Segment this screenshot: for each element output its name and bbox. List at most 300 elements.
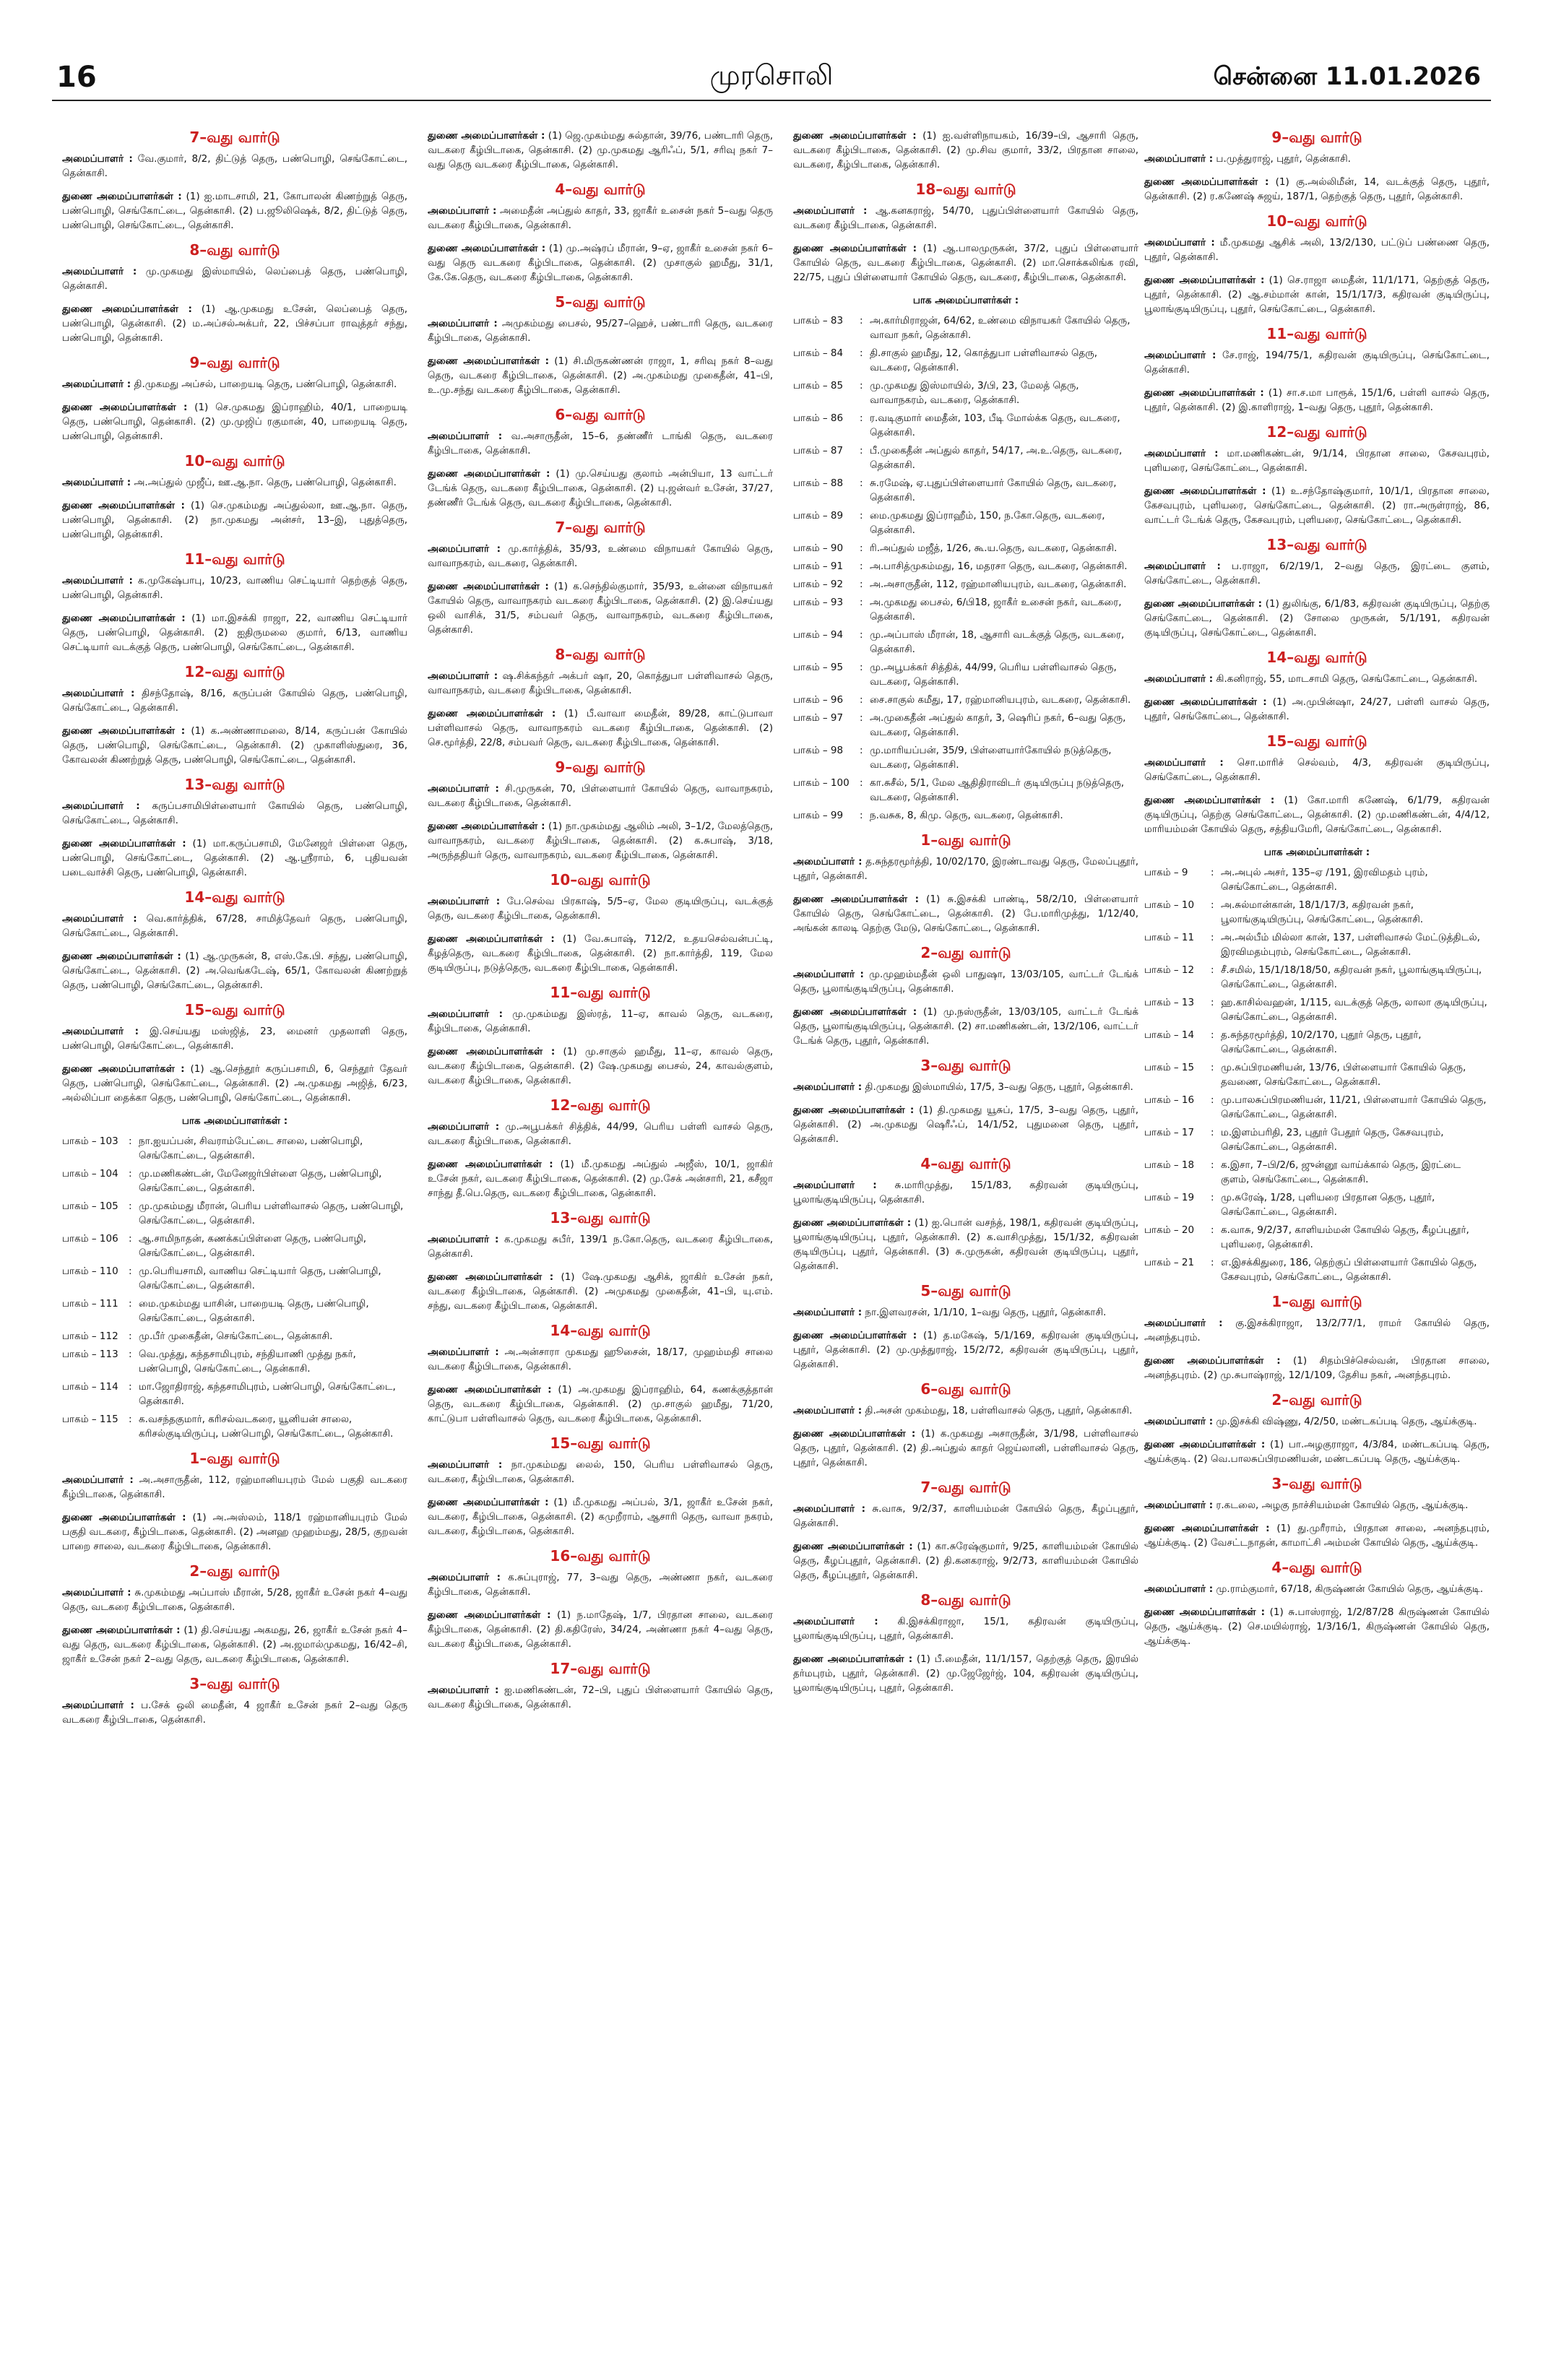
ward-heading: 15–வது வார்டு — [184, 1001, 285, 1018]
bagam-separator: : — [129, 1298, 132, 1310]
deputies-entry — [62, 836, 407, 880]
bagam-organizer: மா.ஜோதிராஜ், கந்தசாமிபுரம், பண்பொழி, செங்கோட்டை, தென்காசி. — [139, 1381, 396, 1407]
bagam-separator: : — [860, 810, 863, 821]
organizer-entry — [62, 152, 407, 181]
organizer-entry-label: அமைப்பாளர் : — [1144, 673, 1214, 685]
ward-heading: 6–வது வார்டு — [920, 1380, 1011, 1398]
deputies-entry-label: துணை அமைப்பாளர்கள் : — [62, 402, 188, 413]
deputies-entry-label: துணை அமைப்பாளர்கள் : — [62, 303, 192, 315]
organizer-entry-text: அமுகம்மது பைசல், 95/27–ஹெச், பண்டாரி தெரு, வடகரை கீழ்பிடாகை, தென்காசி. — [428, 318, 773, 344]
bagam-number: பாகம் – 83 — [793, 315, 844, 326]
ward-heading: 11–வது வார்டு — [550, 984, 651, 1001]
deputies-entry-text: (1) சிதம்பிச்செல்வன், பிரதான சாலை, அனந்தபுரம். (2) மு.சுபாஷ்ராஜ், 12/1/109, தேசிய நகர், அனந்தபுரம். — [1144, 1355, 1490, 1381]
organizer-entry — [1144, 1582, 1490, 1596]
bagam-organizer: அ.முகமது பைசல், 6/பி18, ஜாகீர் உசைன் நகர், வடகரை, தென்காசி. — [870, 597, 1122, 623]
organizer-entry — [62, 1473, 407, 1502]
deputies-entry-label: துணை அமைப்பாளர்கள் : — [793, 1217, 912, 1229]
bagam-number: பாகம் – 100 — [793, 777, 850, 789]
bagam-separator: : — [1211, 1029, 1214, 1041]
bagam-separator: : — [860, 445, 863, 456]
deputies-entry-text: (1) அ.அஸ்லம், 118/1 ரஹ்மானியபுரம் மேல் பகுதி வடகரை, கீழ்பிடாகை, தென்காசி. (2) அனஹ முஹம்மது, 28/5, குறவன் பாறை சாலை, வடகரை கீழ்பிடாகை, தென்காசி. — [62, 1512, 407, 1552]
ward-heading: 3–வது வார்டு — [189, 1675, 280, 1692]
deputies-entry-label: துணை அமைப்பாளர்கள் : — [428, 1609, 551, 1621]
organizer-entry-label: அமைப்பாளர் : — [62, 1700, 134, 1711]
bagam-organizer: சு.ரமேஷ், ஏ.புதுப்பிள்ளையார் கோயில் தெரு, வடகரை, தென்காசி. — [870, 477, 1117, 503]
deputies-entry — [1144, 273, 1490, 316]
bagam-number: பாகம் – 13 — [1144, 997, 1195, 1008]
bagam-number: பாகம் – 112 — [62, 1330, 118, 1342]
bagam-row — [62, 1412, 407, 1441]
bagam-organizer: ஆ.சாமிநாதன், கணக்கப்பிள்ளை தெரு, பண்பொழி, செங்கோட்டை, தென்காசி. — [139, 1233, 367, 1259]
bagam-row — [793, 595, 1138, 624]
organizer-entry-label: அமைப்பாளர் : — [793, 1503, 866, 1515]
organizer-entry-label: அமைப்பாளர் : — [428, 543, 501, 555]
bagam-number: பாகம் – 113 — [62, 1349, 118, 1360]
organizer-entry — [1144, 152, 1490, 166]
deputies-entry-text: (1) மீ.முகமது அப்பல், 3/1, ஜாகீர் உசேன் நகர், வடகரை, கீழ்பிடாகை, தென்காசி. (2) கமுறீராம், ஆசாரி தெரு, வாவா நகரம், வடகரை, கீழ்பிடாகை, தென்காசி. — [428, 1497, 773, 1537]
ward-heading: 14–வது வார்டு — [184, 888, 285, 906]
deputies-entry-label: துணை அமைப்பாளர்கள் : — [793, 130, 917, 142]
bagam-number: பாகம் – 84 — [793, 347, 844, 359]
organizer-entry — [62, 1698, 407, 1727]
bagam-separator: : — [860, 777, 863, 789]
bagam-number: பாகம் – 96 — [793, 694, 844, 706]
deputies-entry-text: (1) க.அண்ணாமலை, 8/14, கருப்பன் கோயில் தெரு, பண்பொழி, செங்கோட்டை, தென்காசி. (2) முகாளிஸ்துரை, 36, கோவலன் கிணற்றுத் தெரு, பண்பொழி, செங்கோட்டை, தென்காசி. — [62, 725, 407, 766]
ward-heading: 8–வது வார்டு — [555, 646, 646, 663]
bagam-separator: : — [129, 1414, 132, 1425]
organizer-entry-text: ப.ராஜா, 6/2/19/1, 2–வது தெரு, இரட்டை குளம், செங்கோட்டை, தென்காசி. — [1144, 561, 1490, 587]
bagam-row — [62, 1167, 407, 1195]
ward-heading: 9–வது வார்டு — [189, 354, 280, 371]
organizer-entry-text: கருப்பசாமிபிள்ளையார் கோயில் தெரு, பண்பொழி, செங்கோட்டை, தென்காசி. — [62, 800, 407, 826]
bagam-separator: : — [1211, 899, 1214, 911]
deputies-entry-text: (1) மீ.முகமது அப்துல் அஜீஸ், 10/1, ஜாகிர் உசேன் நகர், வடகரை கீழ்பிடாகை, தென்காசி. (2) மு.சேக் அன்சாரி, 21, கசீஜா சாந்து தீ.பெ.தெரு, வடகரை கீழ்பிடாகை, தென்காசி. — [428, 1159, 773, 1199]
bagam-separator: : — [129, 1200, 132, 1212]
organizer-entry-text: வ.அசாருதீன், 15–6, தண்ணீர் டாங்கி தெரு, வடகரை கீழ்பிடாகை, தென்காசி. — [428, 430, 773, 456]
bagam-number: பாகம் – 85 — [793, 380, 844, 391]
deputies-entry-text: (1) அ.முகமது இப்ராஹிம், 64, கணக்குத்தான் தெரு, வடகரை கீழ்பிடாகை, தென்காசி. (2) மு.சாகுல் ஹமீது, 71/20, காட்டுபா பள்ளிவாசல் தெரு, வடகரை கீழ்பிடாகை, தென்காசி. — [428, 1384, 773, 1424]
ward-heading: 2–வது வார்டு — [189, 1562, 280, 1580]
deputies-entry-text: (1) த.மகேஷ், 5/1/169, கதிரவன் குடியிருப்பு, புதூர், தென்காசி. (2) மு.முத்துராஜ், 15/2/72, கதிரவன் குடியிருப்பு, புதூர், தென்காசி. — [793, 1330, 1138, 1370]
deputies-entry-label: துணை அமைப்பாளர்கள் : — [793, 1428, 916, 1440]
bagam-separator: : — [129, 1233, 132, 1245]
deputies-entry-label: துணை அமைப்பாளர்கள் : — [62, 613, 186, 624]
column-3 — [793, 129, 1138, 2351]
deputies-entry-label: துணை அமைப்பாளர்கள் : — [62, 1512, 186, 1523]
deputies-entry — [62, 302, 407, 345]
bagam-separator: : — [129, 1135, 132, 1147]
deputies-entry — [428, 1270, 773, 1313]
bagam-organizer: எ.இசக்கிதுரை, 186, தெற்குப் பிள்ளையார் கோயில் தெரு, கேசவபுரம், செங்கோட்டை, தென்காசி. — [1221, 1257, 1477, 1283]
ward-heading: 12–வது வார்டு — [184, 663, 285, 680]
bagam-number: பாகம் – 19 — [1144, 1192, 1195, 1203]
organizer-entry-label: அமைப்பாளர் : — [428, 1121, 500, 1133]
bagam-row — [793, 577, 1138, 592]
bagam-separator: : — [860, 347, 863, 359]
bagam-row — [793, 660, 1138, 689]
bagam-row — [1144, 1223, 1490, 1252]
organizer-entry-label: அமைப்பாளர் : — [793, 1307, 863, 1318]
organizer-entry-label: அமைப்பாளர் : — [428, 896, 501, 907]
bagam-organizer: சீ.சமில், 15/1/18/18/50, கதிரவன் நகர், பூலாங்குடியிருப்பு, செங்கோட்டை, தென்காசி. — [1221, 964, 1482, 990]
organizer-entry-text: ர.கடலை, அழகு நாச்சியம்மன் கோயில் தெரு, ஆய்க்குடி. — [1213, 1500, 1469, 1511]
organizer-entry — [428, 542, 773, 571]
bagam-row — [62, 1380, 407, 1408]
deputies-entry-text: (1) துலிங்கு, 6/1/83, கதிரவன் குடியிருப்பு, தெற்கு செங்கோட்டை, தென்காசி. (2) சோலை முருகன், 5/1/191, கதிரவன் குடியிருப்பு, செங்கோட்டை, தென்காசி. — [1144, 598, 1490, 639]
deputies-entry — [428, 932, 773, 975]
bagam-row — [1144, 1093, 1490, 1122]
organizer-entry — [793, 967, 1138, 996]
deputies-entry-text: (1) பீ.மைதீன், 11/1/157, தெற்குத் தெரு, இரயில் தர்மபுரம், புதூர், தென்காசி. (2) மு.ஜேஜேர்ஜ், 104, கதிரவன் குடியிருப்பு, பூலாங்குடியிருப்பு, புதூர், தென்காசி. — [793, 1653, 1138, 1694]
organizer-entry — [1144, 756, 1490, 784]
organizer-entry-text: க.சுப்புராஜ், 77, 3–வது தெரு, அண்ணா நகர், வடகரை கீழ்பிடாகை, தென்காசி. — [428, 1572, 773, 1598]
deputies-entry-label: துணை அமைப்பாளர்கள் : — [62, 725, 186, 737]
organizer-entry-text: தி.முகமது அப்சல், பாறையடி தெரு, பண்பொழி, தென்காசி. — [131, 378, 397, 390]
ward-heading: 14–வது வார்டு — [1266, 649, 1367, 666]
bagam-separator: : — [860, 477, 863, 489]
bagam-number: பாகம் – 94 — [793, 629, 844, 641]
deputies-entry-text: (1) ஆ.செந்தூர் கருப்பசாமி, 6, செந்தூர் தேவர் தெரு, பண்பொழி, செங்கோட்டை, தென்காசி. (2) அ.முகமது அஜித், 6/23, அல்லிப்பா தைக்கா தெரு, பண்பொழி, செங்கோட்டை, தென்காசி. — [62, 1063, 407, 1104]
deputies-entry — [793, 241, 1138, 285]
organizer-entry-text: சு.வாசு, 9/2/37, காளியம்மன் கோயில் தெரு, கீழப்புதூர், தென்காசி. — [793, 1503, 1138, 1529]
column-2 — [428, 129, 773, 2351]
deputies-entry-label: துணை அமைப்பாளர்கள் : — [428, 1384, 552, 1395]
bagam-separator: : — [860, 597, 863, 608]
bagam-row — [793, 743, 1138, 772]
organizer-entry-label: அமைப்பாளர் : — [1144, 153, 1214, 165]
deputies-entry-label: துணை அமைப்பாளர்கள் : — [428, 581, 549, 592]
organizer-entry-label: அமைப்பாளர் : — [62, 153, 133, 165]
organizer-entry-text: த.சுந்தரமூர்த்தி, 10/02/170, இரண்டாவது தெரு, மேலப்புதூர், புதூர், தென்காசி. — [793, 856, 1138, 882]
ward-heading: 2–வது வார்டு — [1271, 1391, 1362, 1408]
bagam-row — [1144, 963, 1490, 992]
bagam-row — [793, 559, 1138, 574]
organizer-entry-label: அமைப்பாளர் : — [1144, 1583, 1214, 1595]
deputies-entry-text: (1) செ.ராஜா மைதீன், 11/1/171, தெற்குத் தெரு, புதூர், தென்காசி. (2) ஆ.சம்மான் கான், 15/1/17/3, கதிரவன் குடியிருப்பு, பூலாங்குடியிருப்பு, புதூர், செங்கோட்டை, தென்காசி. — [1144, 274, 1490, 315]
organizer-entry — [1144, 235, 1490, 264]
organizer-entry-text: நா.முகம்மது லைல், 150, பெரிய பள்ளிவாசல் தெரு, வடகரை, கீழ்பிடாகை, தென்காசி. — [428, 1459, 773, 1485]
bagam-row — [793, 693, 1138, 707]
deputies-entry-text: (1) ஜெ.முகம்மது சுல்தான், 39/76, பண்டாரி தெரு, வடகரை கீழ்பிடாகை, தென்காசி. (2) மு.முகமது ஆரிஃப், 5/1, சரிவு நகர் 7–வது தெரு வடகரை கீழ்பிடாகை, தென்காசி. — [428, 130, 773, 170]
ward-heading: 1–வது வார்டு — [189, 1450, 280, 1467]
bagam-row — [62, 1199, 407, 1228]
bagam-number: பாகம் – 98 — [793, 745, 844, 756]
organizer-entry-label: அமைப்பாளர் : — [62, 1474, 134, 1486]
bagam-organizer: அ.அல்பீம் மில்லா கான், 137, பள்ளிவாசல் மேட்டுத்திடல், இரவிமதம்புரம், செங்கோட்டை, தென்காசி. — [1221, 932, 1480, 958]
bagam-separator: : — [860, 542, 863, 554]
organizer-entry-label: அமைப்பாளர் : — [62, 266, 137, 277]
deputies-entry-label: துணை அமைப்பாளர்கள் : — [793, 243, 917, 254]
deputies-entry-text: (1) அ.முபின்ஷா, 24/27, பள்ளி வாசல் தெரு, புதூர், செங்கோட்டை, தென்காசி. — [1144, 696, 1490, 722]
ward-heading: 1–வது வார்டு — [1271, 1293, 1362, 1310]
deputies-entry-label: துணை அமைப்பாளர்கள் : — [793, 1330, 917, 1341]
deputies-entry — [62, 1623, 407, 1666]
bagam-separator: : — [129, 1265, 132, 1277]
bagam-number: பாகம் – 21 — [1144, 1257, 1195, 1268]
bagam-row — [793, 808, 1138, 823]
bagam-separator: : — [860, 662, 863, 673]
organizer-entry-label: அமைப்பாளர் : — [428, 1008, 503, 1020]
deputies-entry-text: (1) ஐ.பொன் வசந்த், 198/1, கதிரவன் குடியிருப்பு, பூலாங்குடியிருப்பு, புதூர், தென்காசி. (2) க.வாசிமுத்து, 15/1/32, கதிரவன் குடியிருப்பு, புதூர், தென்காசி. (3) சு.முருகன், கதிரவன் குடியிருப்பு, புதூர், தென்காசி. — [793, 1217, 1138, 1272]
deputies-entry-label: துணை அமைப்பாளர்கள் : — [1144, 176, 1269, 188]
bagam-number: பாகம் – 11 — [1144, 932, 1195, 943]
deputies-entry — [1144, 386, 1490, 415]
organizer-entry-text: தி.முகமது இஸ்மாயில், 17/5, 3–வது தெரு, புதூர், தென்காசி. — [862, 1081, 1133, 1093]
deputies-entry — [1144, 175, 1490, 204]
deputies-entry-label: துணை அமைப்பாளர்கள் : — [428, 1159, 553, 1170]
organizer-entry-label: அமைப்பாளர் : — [428, 1346, 499, 1358]
deputies-entry-text: (1) சு.இசக்கி பாண்டி, 58/2/10, பிள்ளையார் கோயில் தெரு, செங்கோட்டை, தென்காசி. (2) பே.மாரிமுத்து, 1/12/40, அங்கன் காலடி தெற்கு மேடு, செங்கோட்டை, தென்காசி. — [793, 893, 1138, 934]
organizer-entry — [62, 1024, 407, 1053]
organizer-entry-text: க.முகேஷ்பாபு, 10/23, வாணிய செட்டியார் தெற்குத் தெரு, பண்பொழி, தென்காசி. — [62, 575, 407, 601]
bagam-number: பாகம் – 16 — [1144, 1094, 1195, 1106]
bagam-separator: : — [129, 1168, 132, 1180]
bagam-row — [793, 476, 1138, 505]
deputies-entry — [62, 949, 407, 992]
organizer-entry-label: அமைப்பாளர் : — [428, 1234, 499, 1245]
ward-heading: 7–வது வார்டு — [920, 1479, 1011, 1496]
bagam-number: பாகம் – 95 — [793, 662, 844, 673]
bagam-organizer: த.சுந்தரமூர்த்தி, 10/2/170, புதூர் தெரு, புதூர், செங்கோட்டை, தென்காசி. — [1221, 1029, 1422, 1055]
bagam-number: பாகம் – 93 — [793, 597, 844, 608]
bagam-number: பாகம் – 114 — [62, 1381, 118, 1393]
deputies-entry — [428, 1608, 773, 1651]
deputies-entry-label: துணை அமைப்பாளர்கள் : — [62, 500, 185, 511]
bagam-organizer: அ.கார்மிராஜன், 64/62, உண்மை விநாயகர் கோயில் தெரு, வாவா நகர், தென்காசி. — [870, 315, 1131, 341]
deputies-entry-text: (1) சு.பாஸ்ராஜ், 1/2/87/28 கிருஷ்ணன் கோயில் தெரு, ஆய்க்குடி. (2) செ.மயில்ராஜ், 1/3/16/1, கிருஷ்ணன் கோயில் தெரு, ஆய்க்குடி. — [1144, 1606, 1490, 1647]
organizer-entry-label: அமைப்பாளர் : — [793, 1405, 863, 1416]
deputies-entry-label: துணை அமைப்பாளர்கள் : — [62, 1624, 181, 1636]
organizer-entry-text: தி.அசன் முகம்மது, 18, பள்ளிவாசல் தெரு, புதூர், தென்காசி. — [862, 1405, 1133, 1416]
deputies-entry-text: (1) து.முரீராம், பிரதான சாலை, அனந்தபுரம், ஆய்க்குடி. (2) வேசட்டநாதன், காமாட்சி அம்மன் கோயில் தெரு, ஆய்க்குடி. — [1144, 1523, 1490, 1549]
ward-heading: 15–வது வார்டு — [550, 1435, 651, 1452]
deputies-entry-text: (1) மு.அஷ்ரப் மீரான், 9–ஏ, ஜாகீர் உசைன் நகர் 6–வது தெரு வடகரை கீழ்பிடாகை, தென்காசி. (2) முசாகுல் ஹமீது, 31/1, கே.கே.தெரு, வடகரை கீழ்பிடாகை, தென்காசி. — [428, 243, 773, 283]
deputies-entry-label: துணை அமைப்பாளர்கள் : — [62, 1063, 185, 1075]
bagam-number: பாகம் – 90 — [793, 542, 844, 554]
deputies-entry — [793, 129, 1138, 172]
bagam-separator: : — [860, 694, 863, 706]
bagam-organizer: மு.அபூபக்கர் சித்திக், 44/99, பெரிய பள்ளிவாசல் தெரு, வடகரை, தென்காசி. — [870, 662, 1117, 688]
deputies-entry-text: (1) சி.மிருகண்ணன் ராஜா, 1, சரிவு நகர் 8–வது தெரு, வடகரை கீழ்பிடாகை, தென்காசி. (2) அ.முகம்மது முகைதீன், 41–பி, உ.மு.சந்து வடகரை கீழ்பிடாகை, தென்காசி. — [428, 355, 773, 396]
ward-heading: 5–வது வார்டு — [555, 293, 646, 311]
ward-heading: 3–வது வார்டு — [920, 1057, 1011, 1074]
organizer-entry — [793, 204, 1138, 233]
bagam-number: பாகம் – 87 — [793, 445, 844, 456]
ward-heading: 11–வது வார்டு — [1266, 325, 1367, 342]
deputies-entry — [428, 467, 773, 510]
deputies-entry-label: துணை அமைப்பாளர்கள் : — [1144, 387, 1264, 399]
deputies-entry-label: துணை அமைப்பாளர்கள் : — [428, 1271, 554, 1283]
deputies-entry — [428, 1157, 773, 1200]
organizer-entry — [793, 1502, 1138, 1531]
organizer-entry — [1144, 1498, 1490, 1513]
deputies-entry-text: (1) தி.முகமது யூசுப், 17/5, 3–வது தெரு, புதூர், தென்காசி. (2) அ.முகமது ஷெரீஃப், 14/1/52, புதுமனை தெரு, புதூர், தென்காசி. — [793, 1104, 1138, 1145]
bagam-number: பாகம் – 105 — [62, 1200, 118, 1212]
organizer-entry — [62, 264, 407, 293]
organizer-entry-text: ஆ.கனகராஜ், 54/70, புதுப்பிள்ளையார் கோயில் தெரு, வடகரை கீழ்பிடாகை, தென்காசி. — [793, 205, 1138, 231]
organizer-entry-label: அமைப்பாளர் : — [62, 575, 133, 587]
ward-heading: 3–வது வார்டு — [1271, 1475, 1362, 1492]
organizer-entry-text: வெ.கார்த்திக், 67/28, சாமித்தேவர் தெரு, பண்பொழி, செங்கோட்டை, தென்காசி. — [62, 913, 407, 939]
organizer-entry-label: அமைப்பாளர் : — [1144, 237, 1215, 248]
bagam-organizer: மு.பாலசுப்பிரமணியன், 11/21, பிள்ளையார் கோயில் தெரு, செங்கோட்டை, தென்காசி. — [1221, 1094, 1487, 1120]
bagam-row — [1144, 930, 1490, 959]
organizer-entry-label: அமைப்பாளர் : — [793, 856, 863, 867]
deputies-entry-text: (1) கா.சுரேஷ்குமார், 9/25, காளியம்மன் கோயில் தெரு, கீழப்புதூர், தென்காசி. (2) தி.கனகராஜ், 9/2/73, காளியம்மன் கோயில் தெரு, கீழப்புதூர், தென்காசி. — [793, 1541, 1138, 1581]
bagam-row — [1144, 898, 1490, 927]
organizer-entry-text: அ.அசாருதீன், 112, ரஹ்மானியபுரம் மேல் பகுதி வடகரை கீழ்பிடாகை, தென்காசி. — [62, 1474, 407, 1500]
deputies-entry — [1144, 1521, 1490, 1550]
organizer-entry-label: அமைப்பாளர் : — [1144, 1416, 1214, 1427]
deputies-entry-label: துணை அமைப்பாளர்கள் : — [62, 838, 186, 849]
deputies-entry — [1144, 695, 1490, 724]
organizer-entry-text: சு.முகம்மது அப்பாஸ் மீரான், 5/28, ஜாகீர் உசேன் நகர் 4–வது தெரு, வடகரை கீழ்பிடாகை, தென்காசி. — [62, 1587, 407, 1613]
organizer-entry — [428, 1345, 773, 1374]
bagam-row — [1144, 1125, 1490, 1154]
bagam-organizer: அ.முகைதீன் அப்துல் காதர், 3, ஷெரிப் நகர், 6–வது தெரு, வடகரை, தென்காசி. — [870, 712, 1126, 738]
organizer-entry-text: ஐ.மணிகண்டன், 72–பி, புதுப் பிள்ளையார் கோயில் தெரு, வடகரை கீழ்பிடாகை, தென்காசி. — [428, 1684, 773, 1710]
deputies-entry-text: (1) ஆ.முருகன், 8, எஸ்.கே.பி. சந்து, பண்பொழி, செங்கோட்டை, தென்காசி. (2) அ.வெங்கடேஷ், 65/1, கோவலன் கிணற்றுத் தெரு, பண்பொழி, செங்கோட்டை, தென்காசி. — [62, 951, 407, 991]
bagam-separator: : — [860, 712, 863, 724]
deputies-entry-text: (1) ஷே.முகமது ஆசிக், ஜாகிர் உசேன் நகர், வடகரை கீழ்பிடாகை, தென்காசி. (2) அமுகமது முகைதீன், 41–பி, யு.எம். சந்து, வடகரை கீழ்பிடாகை, தென்காசி. — [428, 1271, 773, 1312]
organizer-entry — [62, 1585, 407, 1614]
deputies-entry-text: (1) செ.முகம்மது அப்துல்லா, ஊ.ஆ.நா. தெரு, பண்பொழி, தென்காசி. (2) நா.முகமது அன்சர், 13–இ, புதுத்தெரு, பண்பொழி, தென்காசி. — [62, 500, 407, 540]
deputies-entry-label: துணை அமைப்பாளர்கள் : — [1144, 598, 1263, 610]
organizer-entry — [793, 1178, 1138, 1207]
ward-heading: 13–வது வார்டு — [184, 776, 285, 793]
deputies-entry-text: (1) நா.முகம்மது ஆலிம் அலி, 3–1/2, மேலத்தெரு, வாவாநகரம், வடகரை கீழ்பிடாகை, தென்காசி. (2) க.சுபாஷ், 3/18, அருந்ததியர் தெரு, வாவாநகரம், வடகரை கீழ்பிடாகை, தென்காசி. — [428, 821, 773, 861]
bagam-row — [793, 346, 1138, 375]
deputies-entry-label: துணை அமைப்பாளர்கள் : — [1144, 1439, 1266, 1450]
ward-heading: 9–வது வார்டு — [1271, 129, 1362, 146]
deputies-entry-text: (1) தி.செய்யது அகமது, 26, ஜாகீர் உசேன் நகர் 4–வது தெரு, வடகரை கீழ்பிடாகை, தென்காசி. (2) அ.ஜமால்முகமது, 16/42–சி, ஜாகீர் உசேன் நகர் 2–வது தெரு, வடகரை கீழ்பிடாகை, தென்காசி. — [62, 1624, 407, 1665]
newspaper-name: முரசொலி — [709, 59, 834, 91]
organizer-entry — [428, 1120, 773, 1148]
bagam-separator: : — [1211, 1192, 1214, 1203]
organizer-entry-label: அமைப்பாளர் : — [1144, 757, 1224, 769]
bagam-organizer: ந.வசுக, 8, கிமு. தெரு, வடகரை, தென்காசி. — [870, 810, 1063, 821]
bagam-organizer: கா.சுசீல், 5/1, மேல ஆதிதிராவிடர் குடியிருப்பு நடுத்தெரு, வடகரை, தென்காசி. — [870, 777, 1124, 803]
ward-heading: 5–வது வார்டு — [920, 1282, 1011, 1299]
deputies-entry-text: (1) மு.நஸ்ருதீன், 13/03/105, வாட்டர் டேங்க் தெரு, பூலாங்குடியிருப்பு, தென்காசி. (2) சா.மணிகண்டன், 13/2/106, வாட்டர் டேங்க் தெரு, புதூர், தென்காசி. — [793, 1006, 1138, 1047]
organizer-entry — [1144, 672, 1490, 686]
organizer-entry — [62, 686, 407, 715]
ward-heading: 14–வது வார்டு — [550, 1322, 651, 1339]
organizer-entry-label: அமைப்பாளர் : — [793, 205, 868, 217]
deputies-entry-text: (1) மு.சாகுல் ஹமீது, 11–ஏ, காவல் தெரு, வடகரை கீழ்பிடாகை, தென்காசி. (2) ஷே.முகமது பைசல், 24, காவல்குளம், வடகரை கீழ்பிடாகை, தென்காசி. — [428, 1046, 773, 1086]
ward-heading: 6–வது வார்டு — [555, 406, 646, 423]
bagam-organizer: க.வாசு, 9/2/37, காளியம்மன் கோயில் தெரு, கீழப்புதூர், புளியரை, தென்காசி. — [1221, 1224, 1469, 1250]
deputies-entry — [1144, 597, 1490, 640]
bagam-organizer: ஹ.காசில்வஹன், 1/115, வடக்குத் தெரு, லாலா குடியிருப்பு, செங்கோட்டை, தென்காசி. — [1221, 997, 1487, 1023]
organizer-entry — [793, 1403, 1138, 1418]
bagam-number: பாகம் – 20 — [1144, 1224, 1195, 1236]
deputies-entry — [1144, 1354, 1490, 1382]
deputies-entry-text: (1) ஆ.முகமது உசேன், லெப்பைத் தெரு, பண்பொழி, தென்காசி. (2) ம.அப்சல்அக்பர், 22, பிச்சப்பா ராவுத்தர் சந்து, பண்பொழி, தென்காசி. — [62, 303, 407, 344]
organizer-entry-label: அமைப்பாளர் : — [428, 670, 498, 682]
bagam-row — [1144, 1158, 1490, 1187]
organizer-entry-label: அமைப்பாளர் : — [428, 430, 503, 442]
deputies-entry — [428, 1044, 773, 1088]
column-4 — [1144, 129, 1490, 2351]
deputies-entry — [793, 1328, 1138, 1372]
organizer-entry — [1144, 559, 1490, 588]
organizer-entry-label: அமைப்பாளர் : — [428, 1572, 501, 1583]
deputies-entry-text: (1) க.முகமது அசாருதீன், 3/1/98, பள்ளிவாசல் தெரு, புதூர், தென்காசி. (2) தி.அப்துல் காதர் ஜெய்லானி, பள்ளிவாசல் தெரு, புதூர், தென்காசி. — [793, 1428, 1138, 1468]
bagam-separator: : — [1211, 1159, 1214, 1171]
organizer-entry-label: அமைப்பாளர் : — [428, 783, 499, 795]
organizer-entry — [428, 1683, 773, 1712]
organizer-entry-text: அ.அன்சாரா முகமது ஹூசைன், 18/17, முஹம்மதி சாலை வடகரை கீழ்பிடாகை, தென்காசி. — [428, 1346, 773, 1372]
page-number: 16 — [56, 61, 97, 94]
deputies-entry-text: (1) பா.அழகுராஜா, 4/3/84, மண்டகப்படி தெரு, ஆய்க்குடி. (2) வெ.பாலசுப்பிரமணியன், மண்டகப்படி தெரு, ஆய்க்குடி. — [1144, 1439, 1490, 1465]
ward-heading: 17–வது வார்டு — [550, 1660, 651, 1677]
bagam-number: பாகம் – 10 — [1144, 899, 1195, 911]
deputies-entry-text: (1) ஆ.பாலமுருகன், 37/2, புதுப் பிள்ளையார் கோயில் தெரு, வடகரை கீழ்பிடாகை, தென்காசி. (2) மா.சொக்கலிங்க ரவி, 22/75, புதுப் பிள்ளையார் கோயில் தெரு, வடகரை, கீழ்பிடாகை, தென்காசி. — [793, 243, 1138, 283]
deputies-entry — [62, 1510, 407, 1554]
deputies-entry-label: துணை அமைப்பாளர்கள் : — [428, 1046, 556, 1057]
organizer-entry-label: அமைப்பாளர் : — [62, 378, 131, 390]
bagam-number: பாகம் – 99 — [793, 810, 844, 821]
deputies-entry — [428, 579, 773, 637]
deputies-entry-label: துணை அமைப்பாளர்கள் : — [793, 1006, 917, 1018]
organizer-entry-text: கு.இசக்கிராஜா, 13/2/77/1, ராமர் கோயில் தெரு, அனந்தபுரம். — [1144, 1317, 1490, 1343]
bagam-organizer: மு.பீர் முகைதீன், செங்கோட்டை, தென்காசி. — [139, 1330, 333, 1342]
organizer-entry-text: ப.முத்துராஜ், புதூர், தென்காசி. — [1213, 153, 1351, 165]
organizer-entry-text: இ.செய்யது மஸ்ஜித், 23, மைனர் முதலாளி தெரு, பண்பொழி, செங்கோட்டை, தென்காசி. — [62, 1026, 407, 1052]
bagam-number: பாகம் – 110 — [62, 1265, 118, 1277]
deputies-entry-text: (1) சா.ச.மா பாரூக், 15/1/6, பள்ளி வாசல் தெரு, புதூர், தென்காசி. (2) இ.காளிராஜ், 1–வது தெரு, புதூர், தென்காசி. — [1144, 387, 1490, 413]
bagam-organizer: மு.முகம்மது மீரான், பெரிய பள்ளிவாசல் தெரு, பண்பொழி, செங்கோட்டை, தென்காசி. — [139, 1200, 404, 1226]
bagam-organizer: பீ.முகைதீன் அப்துல் காதர், 54/17, அ.உ.தெரு, வடகரை, தென்காசி. — [870, 445, 1123, 471]
bagam-row — [793, 711, 1138, 740]
bagam-number: பாகம் – 18 — [1144, 1159, 1195, 1171]
bagam-separator: : — [860, 315, 863, 326]
bagam-organizer: அ.அசாருதீன், 112, ரஹ்மானியபுரம், வடகரை, தென்காசி. — [870, 579, 1127, 590]
bagam-organizer: மு.அப்பாஸ் மீரான், 18, ஆசாரி வடக்குத் தெரு, வடகரை, தென்காசி. — [870, 629, 1125, 655]
organizer-entry — [793, 1305, 1138, 1320]
organizer-entry-label: அமைப்பாளர் : — [1144, 561, 1221, 572]
ward-heading: 9–வது வார்டு — [555, 758, 646, 776]
organizer-entry-label: அமைப்பாளர் : — [1144, 448, 1219, 459]
bagam-row — [62, 1232, 407, 1260]
bagam-separator: : — [1211, 1257, 1214, 1268]
bagam-organizer: நா.ஐயப்பன், சிவராம்பேட்டை சாலை, பண்பொழி, செங்கோட்டை, தென்காசி. — [139, 1135, 363, 1161]
bagam-number: பாகம் – 111 — [62, 1298, 118, 1310]
organizer-entry — [793, 1614, 1138, 1643]
deputies-entry-label: துணை அமைப்பாளர்கள் : — [793, 893, 919, 905]
ward-heading: 18–வது வார்டு — [915, 181, 1016, 198]
bagam-row — [62, 1347, 407, 1376]
deputies-entry-label: துணை அமைப்பாளர்கள் : — [62, 951, 181, 962]
organizer-entry-label: அமைப்பாளர் : — [793, 969, 864, 980]
bagam-number: பாகம் – 103 — [62, 1135, 118, 1147]
bagam-number: பாகம் – 17 — [1144, 1127, 1195, 1138]
organizer-entry-label: அமைப்பாளர் : — [1144, 1500, 1214, 1511]
bagam-organizer: ம.இளம்பரிதி, 23, புதூர் பேதூர் தெரு, கேசவபுரம், செங்கோட்டை, தென்காசி. — [1221, 1127, 1444, 1153]
organizer-entry — [428, 204, 773, 233]
deputies-entry-label: துணை அமைப்பாளர்கள் : — [793, 1541, 913, 1552]
deputies-entry-label: துணை அமைப்பாளர்கள் : — [793, 1104, 915, 1116]
organizer-entry-text: சி.முருகன், 70, பிள்ளையார் கோயில் தெரு, வாவாநகரம், வடகரை கீழ்பிடாகை, தென்காசி. — [428, 783, 773, 809]
deputies-entry — [793, 1005, 1138, 1048]
bagam-number: பாகம் – 92 — [793, 579, 844, 590]
organizer-entry — [1144, 1316, 1490, 1345]
deputies-entry — [793, 1539, 1138, 1583]
organizer-entry-label: அமைப்பாளர் : — [62, 688, 135, 699]
organizer-entry-text: மா.மணிகண்டன், 9/1/14, பிரதான சாலை, கேசவபுரம், புளியரை, செங்கோட்டை, தென்காசி. — [1144, 448, 1490, 474]
deputies-entry — [428, 706, 773, 750]
